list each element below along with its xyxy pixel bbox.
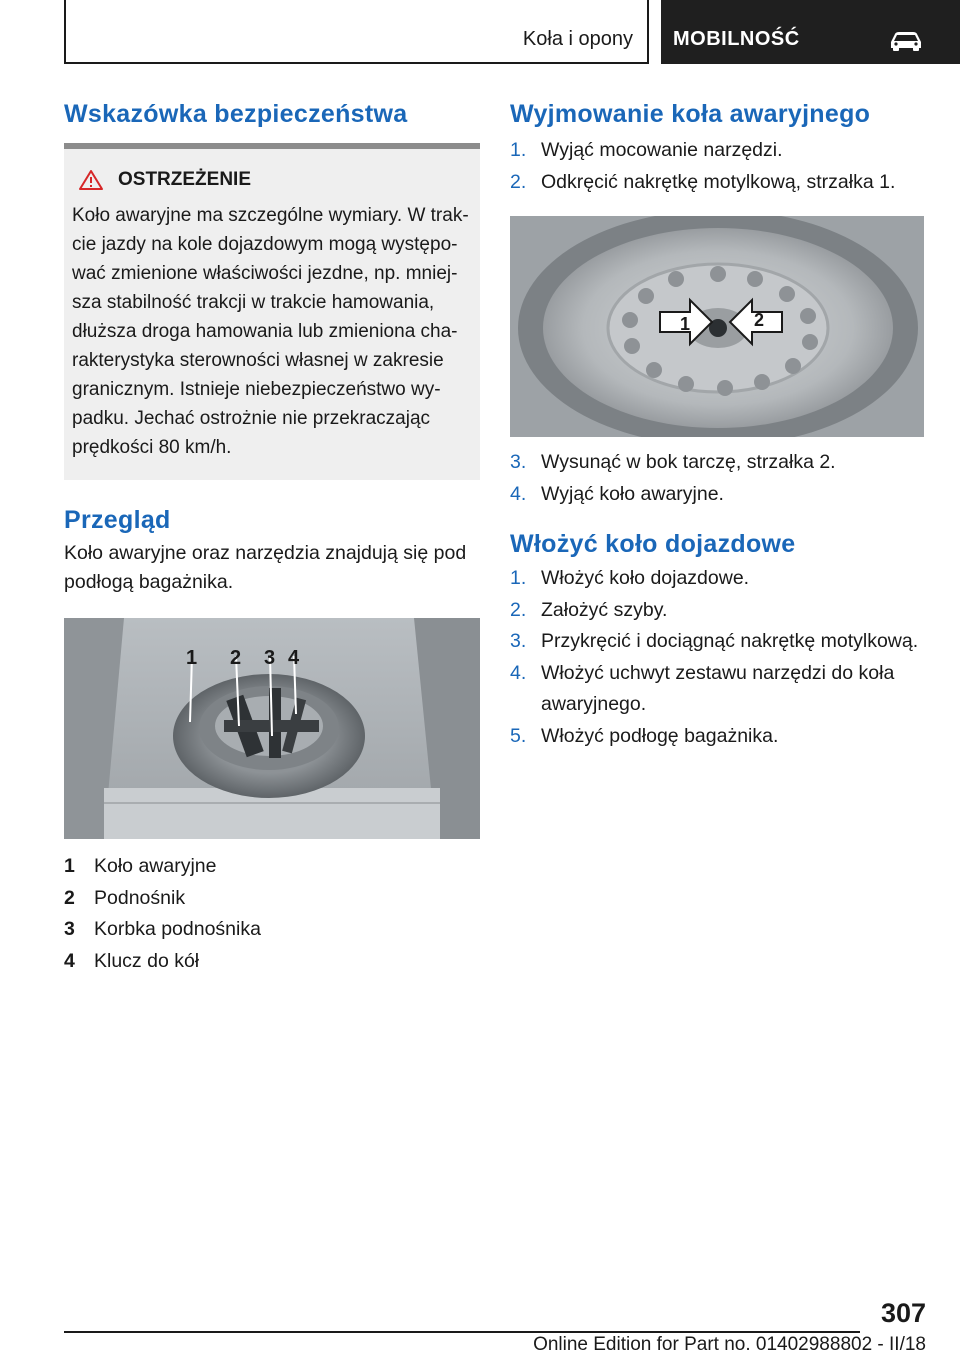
footer-divider — [64, 1331, 860, 1333]
arrow-label: 1 — [680, 314, 691, 334]
step-item: 1. Włożyć koło dojazdowe. — [510, 567, 750, 589]
warning-title: OSTRZEŻENIE — [118, 169, 252, 190]
safety-heading: Wskazówka bezpieczeństwa — [64, 100, 408, 128]
left-column — [64, 100, 480, 977]
car-icon — [888, 28, 924, 52]
photo-callout: 1 — [186, 647, 198, 669]
insert-heading: Włożyć koło dojazdowe — [510, 530, 796, 558]
spare-wheel-photo — [510, 216, 924, 437]
removal-steps — [510, 135, 924, 198]
section-title: Koła i opony — [522, 28, 633, 50]
legend-item: 3 Korbka podnośnika — [64, 918, 261, 940]
section-tab — [64, 0, 649, 64]
warning-text: Koło awaryjne ma szczególne wymiary. W trak- cie jazdy na kole dojazdowym mogą występo- wać zmienione właściwości jezdne, np. mniej- sza stabilność trakcji w trakcie hamowania, dłuższa droga hamowania lub zmieniona cha- rakterystyka sterowności własnej w zakresie granicznym. Istnieje niebezpieczeństwo wy- padku. Jechać ostrożnie nie przekraczając prędkości 80 km/h. — [72, 205, 469, 458]
step-item: 4. Wyjąć koło awaryjne. — [510, 482, 724, 505]
overview-heading: Przegląd — [64, 506, 171, 534]
removal-heading: Wyjmowanie koła awaryjnego — [510, 100, 871, 128]
photo-callout: 2 — [230, 647, 242, 669]
page-number: 307 — [880, 1298, 926, 1328]
photo-legend — [64, 851, 480, 977]
legend-item: 2 Podnośnik — [64, 886, 186, 909]
wheel-illustration — [510, 216, 924, 437]
step-item: 4. Włożyć uchwyt zestawu narzędzi do koła awaryjnego. — [510, 661, 895, 715]
step-item: 3. Przykręcić i dociągnąć nakrętkę motylkową. — [510, 630, 919, 652]
warning-box — [64, 149, 480, 480]
overview-text: Koło awaryjne oraz narzędzia znajdują się pod podłogą bagażnika. — [64, 542, 467, 593]
photo-callout: 4 — [288, 647, 300, 669]
step-item: 2. Odkręcić nakrętkę motylkową, strzałka 1. — [510, 170, 896, 193]
arrow-label: 2 — [754, 310, 765, 330]
warning-triangle-icon — [78, 169, 104, 191]
edition-note: Online Edition for Part no. 01402988802 - II/18 — [533, 1334, 926, 1355]
step-item: 2. Założyć szyby. — [510, 598, 668, 621]
right-column — [510, 100, 924, 752]
step-item: 3. Wysunąć w bok tarczę, strzałka 2. — [510, 451, 836, 473]
legend-item: 4 Klucz do kół — [64, 949, 200, 972]
step-item: 5. Włożyć podłogę bagażnika. — [510, 724, 779, 747]
removal-steps-continued — [510, 447, 924, 510]
trunk-illustration — [64, 618, 480, 839]
chapter-tab — [661, 0, 960, 64]
trunk-spare-wheel-photo — [64, 618, 480, 839]
insert-steps — [510, 563, 924, 752]
legend-item: 1 Koło awaryjne — [64, 855, 217, 877]
page-header — [64, 0, 960, 66]
chapter-title: MOBILNOŚĆ — [673, 28, 800, 50]
photo-callout: 3 — [264, 647, 276, 669]
step-item: 1. Wyjąć mocowanie narzędzi. — [510, 139, 783, 161]
warning-header — [78, 169, 472, 191]
